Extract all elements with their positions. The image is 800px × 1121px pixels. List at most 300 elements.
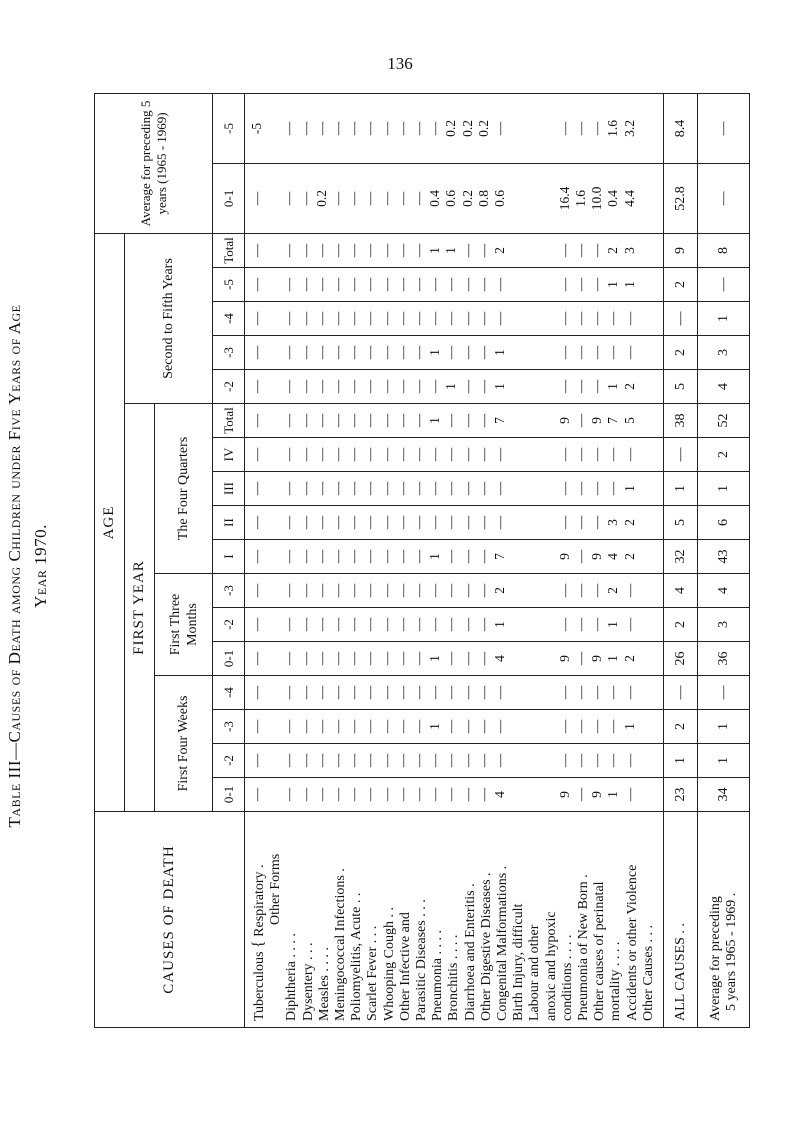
- value-cell: —: [249, 481, 264, 496]
- value-cell: —: [573, 345, 589, 360]
- value-cell: 1: [443, 247, 459, 254]
- value-cell: —: [573, 515, 589, 530]
- four-quarters-header: The Four Quarters: [155, 404, 213, 574]
- value-cell: —: [249, 277, 264, 292]
- value-cell: —: [427, 379, 443, 394]
- value-cell: —: [297, 243, 313, 258]
- value-cell: —: [330, 481, 346, 496]
- value-cell: —: [346, 413, 362, 428]
- value-cell: —: [362, 617, 378, 632]
- value-cell: —: [297, 549, 313, 564]
- value-cell: [541, 472, 557, 505]
- causes-of-death-table: [94, 93, 750, 1028]
- value-cell: 9: [589, 655, 605, 662]
- col-w0-1: [245, 778, 664, 812]
- value-cell: 4: [605, 553, 621, 560]
- cause-line: Whooping Cough . .: [381, 907, 397, 1021]
- value-cell: —: [443, 311, 459, 326]
- value-cell: —: [281, 413, 297, 428]
- value-cell: —: [411, 515, 427, 530]
- value-cell: 9: [589, 417, 605, 424]
- value-cell: —: [378, 481, 394, 496]
- value-cell: 9: [589, 553, 605, 560]
- value-cell: —: [346, 121, 362, 136]
- value-cell: —: [297, 753, 313, 768]
- value-cell: —: [346, 243, 362, 258]
- value-cell: —: [556, 753, 572, 768]
- value-cell: —: [459, 583, 475, 598]
- value-cell: —: [459, 651, 475, 666]
- value-cell: —: [394, 617, 410, 632]
- cause-line: Poliomyelitis, Acute . .: [349, 892, 365, 1021]
- total-cell: 52.8: [664, 163, 698, 233]
- value-cell: —: [297, 719, 313, 734]
- value-cell: —: [313, 345, 329, 360]
- value-cell: [524, 778, 540, 811]
- value-cell: [524, 676, 540, 709]
- value-cell: [541, 268, 557, 301]
- total-cell: 23: [664, 778, 698, 812]
- col-head-y-total: Total: [213, 233, 245, 267]
- col-y-4: [245, 302, 664, 336]
- value-cell: —: [249, 617, 264, 632]
- value-cell: [508, 574, 524, 607]
- value-cell: 1: [427, 417, 443, 424]
- value-cell: [541, 302, 557, 335]
- value-cell: 1: [427, 349, 443, 356]
- value-cell: 2: [492, 247, 508, 254]
- value-cell: 2: [605, 247, 621, 254]
- value-cell: —: [346, 651, 362, 666]
- value-cell: 3: [605, 519, 621, 526]
- value-cell: 0.4: [427, 190, 443, 207]
- value-cell: —: [378, 787, 394, 802]
- total-cell: —: [664, 438, 698, 472]
- cause-line: mortality . . . .: [608, 941, 624, 1021]
- value-cell: —: [330, 277, 346, 292]
- value-cell: [508, 336, 524, 369]
- value-cell: [265, 268, 281, 301]
- value-cell: -5: [249, 122, 264, 135]
- value-cell: —: [443, 583, 459, 598]
- value-cell: —: [492, 719, 508, 734]
- value-cell: [508, 302, 524, 335]
- value-cell: —: [346, 583, 362, 598]
- value-cell: —: [297, 685, 313, 700]
- value-cell: —: [411, 413, 427, 428]
- value-cell: [524, 164, 540, 233]
- value-cell: 16.4: [556, 186, 572, 211]
- value-cell: —: [492, 121, 508, 136]
- value-cell: —: [573, 719, 589, 734]
- value-cell: —: [475, 413, 491, 428]
- value-cell: —: [475, 787, 491, 802]
- value-cell: [541, 744, 557, 777]
- value-cell: —: [427, 121, 443, 136]
- value-cell: 1: [621, 281, 637, 288]
- value-cell: —: [313, 719, 329, 734]
- value-cell: —: [249, 719, 264, 734]
- value-cell: —: [411, 191, 427, 206]
- value-cell: —: [411, 379, 427, 394]
- value-cell: —: [589, 277, 605, 292]
- value-cell: 3.2: [621, 120, 637, 137]
- value-cell: 5: [621, 417, 637, 424]
- col-m-2: [245, 608, 664, 642]
- col-head-m-3: -3: [213, 574, 245, 608]
- value-cell: —: [362, 121, 378, 136]
- value-cell: 1: [492, 383, 508, 390]
- value-cell: —: [427, 447, 443, 462]
- value-cell: —: [313, 617, 329, 632]
- value-cell: —: [492, 685, 508, 700]
- value-cell: —: [378, 191, 394, 206]
- col-head-w-3: -3: [213, 710, 245, 744]
- cause-line: Pneumonia . . . .: [430, 930, 446, 1021]
- value-cell: 0.6: [492, 190, 508, 207]
- value-cell: —: [330, 379, 346, 394]
- value-cell: —: [443, 719, 459, 734]
- value-cell: —: [313, 311, 329, 326]
- col-head-w0-1: 0-1: [213, 778, 245, 812]
- age-header: AGE: [95, 233, 125, 811]
- col-w-3: [245, 710, 664, 744]
- col-head-q2: II: [213, 506, 245, 540]
- value-cell: —: [249, 651, 264, 666]
- value-cell: —: [330, 617, 346, 632]
- value-cell: —: [346, 379, 362, 394]
- value-cell: —: [589, 583, 605, 598]
- value-cell: [508, 744, 524, 777]
- page-number: 136: [387, 54, 413, 73]
- value-cell: 0.2: [459, 120, 475, 137]
- cause-line: Bronchitis . . . .: [446, 934, 462, 1021]
- col-head-y-2: -2: [213, 370, 245, 404]
- col-w-4: [245, 676, 664, 710]
- value-cell: [524, 506, 540, 539]
- value-cell: [541, 164, 557, 233]
- value-cell: —: [330, 549, 346, 564]
- value-cell: —: [378, 447, 394, 462]
- value-cell: 1: [621, 723, 637, 730]
- value-cell: —: [394, 719, 410, 734]
- value-cell: —: [589, 515, 605, 530]
- value-cell: —: [297, 191, 313, 206]
- value-cell: [524, 608, 540, 641]
- value-cell: —: [411, 277, 427, 292]
- cause-line: Dysentery . . .: [300, 942, 316, 1021]
- value-cell: —: [330, 685, 346, 700]
- value-cell: —: [297, 413, 313, 428]
- col-head-y-4: -4: [213, 302, 245, 336]
- value-cell: —: [394, 191, 410, 206]
- value-cell: [265, 438, 281, 471]
- value-cell: —: [394, 121, 410, 136]
- cause-line: Diarrhoea and Enteritis .: [462, 883, 478, 1021]
- value-cell: —: [459, 481, 475, 496]
- value-cell: —: [573, 787, 589, 802]
- value-cell: —: [313, 481, 329, 496]
- value-cell: —: [394, 277, 410, 292]
- value-cell: —: [621, 617, 637, 632]
- value-cell: [541, 574, 557, 607]
- value-cell: —: [475, 515, 491, 530]
- value-cell: —: [621, 753, 637, 768]
- value-cell: —: [281, 447, 297, 462]
- value-cell: —: [313, 787, 329, 802]
- value-cell: —: [605, 753, 621, 768]
- value-cell: 9: [556, 655, 572, 662]
- value-cell: [508, 438, 524, 471]
- value-cell: —: [297, 583, 313, 598]
- value-cell: —: [556, 515, 572, 530]
- value-cell: —: [330, 651, 346, 666]
- value-cell: —: [313, 243, 329, 258]
- value-cell: —: [346, 787, 362, 802]
- value-cell: —: [492, 753, 508, 768]
- average-cell: —: [698, 676, 750, 710]
- value-cell: —: [346, 515, 362, 530]
- value-cell: [524, 336, 540, 369]
- value-cell: —: [281, 685, 297, 700]
- value-cell: —: [362, 447, 378, 462]
- value-cell: [265, 472, 281, 505]
- average-cell: 1: [698, 302, 750, 336]
- col-head-m-2: -2: [213, 608, 245, 642]
- value-cell: [265, 574, 281, 607]
- value-cell: —: [378, 379, 394, 394]
- value-cell: —: [297, 515, 313, 530]
- value-cell: —: [621, 685, 637, 700]
- value-cell: [541, 676, 557, 709]
- brace-glyph: {: [250, 940, 267, 948]
- value-cell: —: [605, 447, 621, 462]
- average-cell: 4: [698, 370, 750, 404]
- value-cell: —: [459, 379, 475, 394]
- value-cell: —: [475, 243, 491, 258]
- value-cell: [265, 608, 281, 641]
- value-cell: —: [378, 719, 394, 734]
- value-cell: 2: [492, 587, 508, 594]
- value-cell: —: [378, 583, 394, 598]
- value-cell: —: [330, 447, 346, 462]
- value-cell: —: [362, 277, 378, 292]
- value-cell: —: [573, 243, 589, 258]
- value-cell: —: [394, 549, 410, 564]
- value-cell: [541, 778, 557, 811]
- value-cell: —: [330, 311, 346, 326]
- value-cell: —: [394, 651, 410, 666]
- value-cell: —: [573, 413, 589, 428]
- value-cell: —: [475, 719, 491, 734]
- value-cell: [541, 404, 557, 437]
- value-cell: 1: [605, 383, 621, 390]
- value-cell: —: [443, 413, 459, 428]
- value-cell: [265, 336, 281, 369]
- cause-line: Other Digestive Diseases .: [478, 872, 494, 1021]
- average-cell: 2: [698, 438, 750, 472]
- value-cell: —: [475, 345, 491, 360]
- first-four-weeks-header: First Four Weeks: [155, 676, 213, 812]
- value-cell: —: [411, 549, 427, 564]
- cause-line: Other causes of perinatal: [592, 881, 608, 1021]
- value-cell: —: [411, 617, 427, 632]
- value-cell: —: [281, 549, 297, 564]
- value-cell: [508, 268, 524, 301]
- value-cell: [508, 710, 524, 743]
- average-row: [698, 93, 750, 1027]
- value-cell: —: [281, 515, 297, 530]
- value-cell: —: [573, 447, 589, 462]
- value-cell: [524, 370, 540, 403]
- value-cell: 9: [589, 791, 605, 798]
- value-cell: [265, 540, 281, 573]
- causes-header: CAUSES OF DEATH: [95, 812, 245, 1028]
- value-cell: [508, 472, 524, 505]
- average-label-line-1: Average for preceding: [707, 896, 723, 1021]
- value-cell: —: [475, 685, 491, 700]
- value-cell: —: [297, 345, 313, 360]
- value-cell: —: [378, 311, 394, 326]
- value-cell: 4: [492, 655, 508, 662]
- value-cell: [524, 438, 540, 471]
- value-cell: —: [281, 345, 297, 360]
- value-cell: —: [378, 549, 394, 564]
- value-cell: —: [459, 753, 475, 768]
- value-cell: —: [556, 311, 572, 326]
- cause-line: Parasitic Diseases . . .: [414, 899, 430, 1021]
- col-head-m0-1: 0-1: [213, 642, 245, 676]
- value-cell: [265, 404, 281, 437]
- value-cell: —: [459, 515, 475, 530]
- value-cell: —: [475, 583, 491, 598]
- value-cell: 1: [427, 723, 443, 730]
- col-head-q3: III: [213, 472, 245, 506]
- value-cell: —: [330, 515, 346, 530]
- table-title-line-1: Table III—Causes of Death among Children under Five Years of Age: [5, 304, 24, 828]
- value-cell: —: [394, 345, 410, 360]
- value-cell: [508, 642, 524, 675]
- value-cell: —: [378, 243, 394, 258]
- col-q1: [245, 540, 664, 574]
- value-cell: —: [621, 447, 637, 462]
- value-cell: —: [427, 311, 443, 326]
- value-cell: —: [394, 753, 410, 768]
- value-cell: —: [378, 515, 394, 530]
- value-cell: —: [330, 345, 346, 360]
- value-cell: —: [459, 549, 475, 564]
- value-cell: —: [330, 753, 346, 768]
- value-cell: —: [556, 243, 572, 258]
- total-cell: 2: [664, 268, 698, 302]
- value-cell: [524, 302, 540, 335]
- value-cell: —: [394, 787, 410, 802]
- value-cell: 3: [621, 247, 637, 254]
- value-cell: —: [589, 685, 605, 700]
- value-cell: —: [459, 685, 475, 700]
- value-cell: —: [573, 121, 589, 136]
- value-cell: —: [443, 481, 459, 496]
- cause-line: Meningococcal Infections .: [333, 868, 349, 1021]
- value-cell: [541, 234, 557, 267]
- value-cell: 9: [556, 553, 572, 560]
- value-cell: —: [297, 311, 313, 326]
- value-cell: —: [313, 447, 329, 462]
- value-cell: —: [362, 481, 378, 496]
- value-cell: —: [313, 753, 329, 768]
- value-cell: —: [330, 787, 346, 802]
- value-cell: [541, 642, 557, 675]
- value-cell: —: [589, 719, 605, 734]
- value-cell: [508, 540, 524, 573]
- value-cell: 2: [621, 519, 637, 526]
- value-cell: [541, 506, 557, 539]
- value-cell: 2: [621, 655, 637, 662]
- value-cell: —: [427, 787, 443, 802]
- value-cell: 9: [556, 417, 572, 424]
- value-cell: —: [492, 515, 508, 530]
- value-cell: —: [362, 379, 378, 394]
- value-cell: —: [378, 277, 394, 292]
- value-cell: —: [330, 719, 346, 734]
- value-cell: [508, 164, 524, 233]
- value-cell: —: [297, 617, 313, 632]
- value-cell: —: [492, 277, 508, 292]
- col-q-total: [245, 404, 664, 438]
- value-cell: —: [346, 191, 362, 206]
- value-cell: —: [427, 277, 443, 292]
- average-cell: —: [698, 163, 750, 233]
- col-head-q1: I: [213, 540, 245, 574]
- value-cell: —: [313, 549, 329, 564]
- cause-label: Tuberculous: [252, 951, 267, 1021]
- value-cell: 1: [605, 791, 621, 798]
- value-cell: —: [330, 191, 346, 206]
- value-cell: [524, 540, 540, 573]
- value-cell: —: [475, 753, 491, 768]
- value-cell: —: [330, 243, 346, 258]
- value-cell: —: [573, 481, 589, 496]
- total-cell: 1: [664, 472, 698, 506]
- value-cell: 1.6: [573, 190, 589, 207]
- total-cell: 9: [664, 233, 698, 267]
- value-cell: —: [443, 617, 459, 632]
- value-cell: [541, 370, 557, 403]
- value-cell: —: [249, 311, 264, 326]
- value-cell: [265, 164, 281, 233]
- value-cell: —: [394, 583, 410, 598]
- value-cell: —: [362, 191, 378, 206]
- value-cell: 0.2: [475, 120, 491, 137]
- value-cell: 1: [427, 655, 443, 662]
- total-cell: 1: [664, 744, 698, 778]
- cause-line: Pneumonia of New Born .: [576, 874, 592, 1021]
- value-cell: [508, 370, 524, 403]
- value-cell: [508, 608, 524, 641]
- value-cell: —: [362, 583, 378, 598]
- value-cell: —: [249, 413, 264, 428]
- value-cell: 2: [621, 383, 637, 390]
- average-cell: 43: [698, 540, 750, 574]
- value-cell: —: [589, 121, 605, 136]
- average-cell: 1: [698, 744, 750, 778]
- first-three-months-header: First Three Months: [155, 574, 213, 676]
- col-y-2: [245, 370, 664, 404]
- value-cell: —: [475, 481, 491, 496]
- total-cell: —: [664, 676, 698, 710]
- value-cell: —: [573, 753, 589, 768]
- value-cell: —: [362, 685, 378, 700]
